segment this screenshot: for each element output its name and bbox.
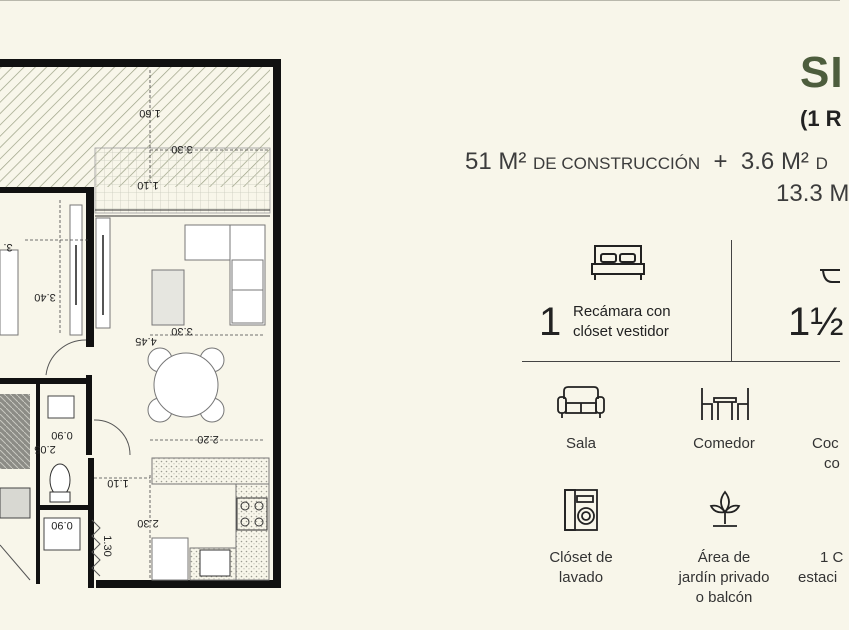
- floor-plan: [0, 0, 290, 600]
- amenity-label-line2: jardín privado: [678, 569, 770, 586]
- second-area: 3.6 M²: [740, 148, 809, 175]
- sofa: [185, 225, 265, 325]
- washer-icon: [563, 488, 599, 532]
- dining-table-icon: [700, 386, 750, 422]
- section-divider: [522, 361, 840, 362]
- dim-label: 3.: [3, 241, 13, 253]
- plus-sign: +: [713, 148, 728, 175]
- bedroom-label-line1: Recámara con: [573, 303, 671, 320]
- dim-label: 3.30: [171, 325, 193, 337]
- dim-label: 1.10: [137, 179, 159, 191]
- dim-label: 2.30: [137, 517, 159, 529]
- bedroom-label-line2: clóset vestidor: [573, 323, 669, 340]
- amenity-label-line1: Clóset de: [549, 549, 613, 566]
- shower: [0, 394, 30, 469]
- amenity-label-line3: o balcón: [695, 589, 753, 606]
- area-line: [465, 148, 828, 176]
- amenity-cocina: [812, 434, 840, 474]
- feature-divider: [731, 240, 732, 361]
- amenity-estacionamiento: [798, 548, 844, 588]
- dim-label: 2.05: [34, 443, 56, 455]
- kitchen-counter: [152, 458, 269, 484]
- dim-label: 0.90: [51, 429, 73, 441]
- coffee-table: [152, 270, 184, 325]
- amenity-label-line1: Coc: [812, 435, 839, 452]
- amenity-label-line2: co: [824, 455, 840, 472]
- bedroom-label: [573, 302, 671, 342]
- terrace-grid: [95, 148, 270, 213]
- dim-label: 1.60: [139, 107, 161, 119]
- bedroom-count: 1: [539, 300, 562, 344]
- unit-title: SI: [800, 48, 844, 97]
- construction-area: 51 M²: [465, 148, 527, 175]
- second-label: D: [815, 154, 828, 173]
- dim-label: 2.20: [197, 433, 219, 445]
- third-area: 13.3 M: [776, 180, 849, 207]
- amenity-label-line2: lavado: [558, 569, 604, 586]
- toilet: [50, 464, 70, 496]
- amenity-label: Comedor: [693, 435, 755, 452]
- amenity-closet-lavado: [521, 548, 641, 588]
- dining-table: [148, 348, 224, 422]
- amenity-label-line1: Área de: [697, 549, 751, 566]
- bathroom-count: 1½: [788, 300, 844, 344]
- dim-label: 1.10: [107, 477, 129, 489]
- amenity-label-line2: estaci: [798, 569, 838, 586]
- sofa-icon: [556, 385, 606, 421]
- dim-label: 0.90: [51, 519, 73, 531]
- amenity-comedor: [664, 434, 784, 454]
- dim-label: 3.30: [171, 143, 193, 155]
- bed: [0, 250, 18, 335]
- plant-icon: [707, 488, 743, 532]
- amenity-sala: [521, 434, 641, 454]
- amenity-jardin: [664, 548, 784, 608]
- bathtub-icon: [818, 262, 840, 288]
- amenity-label-line1: 1 C: [820, 549, 844, 566]
- dim-label: 3.40: [34, 291, 56, 303]
- sink: [200, 550, 230, 576]
- bed-icon: [589, 242, 647, 284]
- dim-label: 4.45: [135, 335, 157, 347]
- amenity-label: Sala: [565, 435, 597, 452]
- dim-label: 1.30: [101, 535, 113, 557]
- construction-label: DE CONSTRUCCIÓN: [533, 154, 701, 173]
- unit-subtitle: (1 R: [800, 106, 842, 131]
